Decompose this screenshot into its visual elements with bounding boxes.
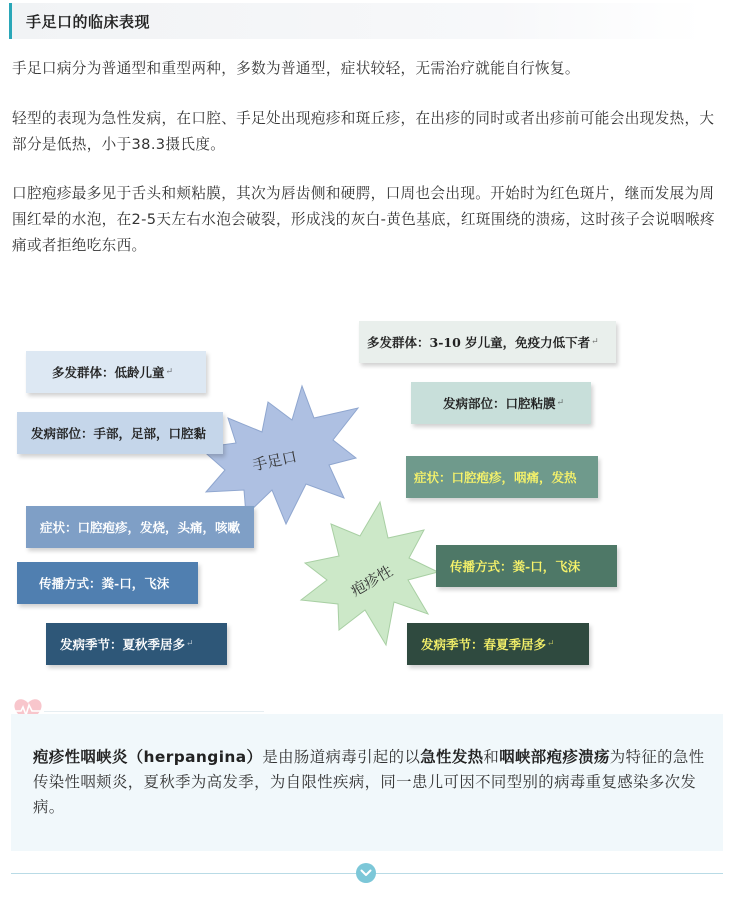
- paragraph-oral-herpes: 口腔疱疹最多见于舌头和颊粘膜，其次为唇齿侧和硬腭，口周也会出现。开始时为红色斑片，继而发展为周围红晕的水泡，在2-5天左右水泡会破裂，形成浅的灰白-黄色基底，红斑围绕的溃疡，这时孩子会说咽喉疼痛或者拒绝吃东西。: [12, 185, 715, 254]
- chevron-down-icon: [360, 869, 372, 877]
- term-herpangina-en: herpangina: [143, 748, 247, 766]
- hfmd-tag-site: 发病部位：手部，足部，口腔黏: [17, 412, 223, 454]
- comparison-diagram: [0, 300, 735, 680]
- highlight-ulcers: 咽峡部疱疹溃疡: [499, 748, 610, 766]
- hfmd-tag-symptom: 症状：口腔疱疹，发烧，头痛，咳嗽: [26, 506, 254, 548]
- herpangina-info-card: [11, 714, 723, 851]
- hfmd-burst-label: 手足口: [250, 447, 299, 475]
- expand-button[interactable]: [356, 863, 376, 883]
- herpangina-tag-group: 多发群体：3-10 岁儿童，免疫力低下者 ↵: [359, 321, 616, 363]
- herpangina-tag-season: 发病季节：春夏季居多 ↵: [407, 623, 589, 665]
- term-herpangina: 疱疹性咽峡炎: [33, 748, 128, 766]
- paragraph-mild-type: 轻型的表现为急性发病，在口腔、手足处出现疱疹和斑丘疹，在出疹的同时或者出疹前可能会出现发热，大部分是低热，小于38.3摄氏度。: [12, 110, 715, 153]
- herpangina-burst-label: 疱疹性: [347, 561, 396, 600]
- herpangina-tag-symptom: 症状：口腔疱疹，咽痛，发热: [406, 456, 598, 498]
- paragraph-intro: 手足口病分为普通型和重型两种，多数为普通型，症状较轻，无需治疗就能自行恢复。: [12, 60, 580, 77]
- herpangina-definition: 疱疹性咽峡炎（herpangina）是由肠道病毒引起的以急性发热和咽峡部疱疹溃疡为特征的急性传染性咽颊炎，夏秋季为高发季，为自限性疾病，同一患儿可因不同型别的病毒重复感染多次发病。: [33, 748, 705, 816]
- hfmd-tag-group: 多发群体：低龄儿童 ↵: [26, 351, 206, 393]
- highlight-acute-fever: 急性发热: [420, 748, 484, 766]
- hfmd-tag-season: 发病季节：夏秋季居多 ↵: [46, 623, 227, 665]
- card-top-divider: [44, 711, 264, 712]
- hfmd-tag-transmission: 传播方式：粪-口，飞沫: [17, 562, 198, 604]
- herpangina-tag-transmission: 传播方式：粪-口，飞沫: [436, 545, 617, 587]
- herpangina-tag-site: 发病部位：口腔粘膜 ↵: [411, 382, 591, 424]
- section-title: 手足口的临床表现: [26, 13, 151, 31]
- section-header: [9, 3, 703, 39]
